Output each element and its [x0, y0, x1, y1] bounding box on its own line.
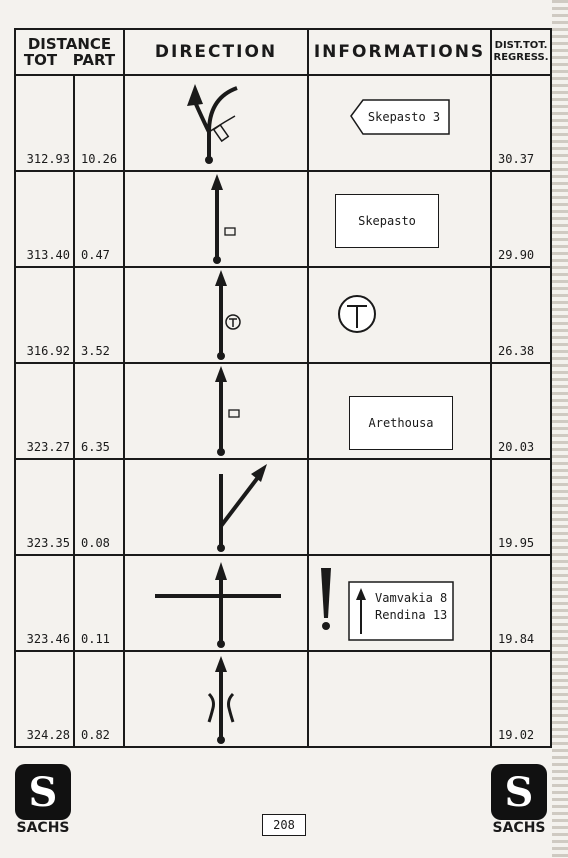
sachs-logo-left: [12, 764, 74, 846]
direction-cell: [124, 459, 308, 555]
info-sign-text: Skepasto: [335, 194, 439, 248]
logo-letter: S: [504, 768, 534, 816]
bridge-straight-icon: [125, 652, 309, 746]
roadbook-table: [14, 28, 552, 748]
dist-part: 0.47: [81, 248, 110, 262]
table-row: [15, 267, 551, 363]
straight-arrow-icon: [125, 268, 309, 362]
dist-tot: 316.92: [26, 344, 70, 358]
dist-part: 3.52: [81, 344, 110, 358]
dist-part: 0.82: [81, 728, 110, 742]
dist-tot: 324.28: [26, 728, 70, 742]
sachs-badge-icon: [491, 764, 547, 820]
header-tot: TOT: [23, 51, 58, 69]
binding-spiral: [552, 0, 568, 858]
table-row: [15, 555, 551, 651]
header-direction: DIRECTION: [124, 29, 308, 75]
table-row: [15, 651, 551, 747]
sachs-badge-icon: [15, 764, 71, 820]
header-distance: [15, 29, 124, 75]
dist-regress: 19.02: [498, 728, 535, 742]
dist-regress: 26.38: [498, 344, 535, 358]
dist-part: 10.26: [81, 152, 118, 166]
info-sign-line2: Rendina 13: [375, 608, 448, 622]
info-sign-text: [375, 590, 447, 624]
direction-cell: [124, 651, 308, 747]
header-regress-line1: DIST.TOT.: [494, 40, 548, 51]
dist-regress: 20.03: [498, 440, 535, 454]
dist-regress: 19.95: [498, 536, 535, 550]
direction-cell: [124, 171, 308, 267]
dist-regress: 30.37: [498, 152, 535, 166]
header-regress: [491, 29, 551, 75]
crossroads-straight-icon: [125, 556, 309, 650]
dist-part: 0.08: [81, 536, 110, 550]
logo-letter: S: [28, 768, 58, 816]
t-junction-sign-icon: [309, 268, 492, 362]
table-row: [15, 75, 551, 171]
direction-cell: [124, 555, 308, 651]
direction-cell: [124, 363, 308, 459]
dist-tot: 323.35: [26, 536, 70, 550]
roundabout-left-icon: [125, 76, 309, 170]
page-number: 208: [262, 814, 306, 836]
info-sign-text: Skepasto 3: [367, 110, 441, 124]
header-distance-label: DISTANCE: [27, 35, 112, 53]
info-cell: [308, 267, 491, 363]
brand-name: SACHS: [16, 820, 70, 836]
dist-tot: 312.93: [26, 152, 70, 166]
header-informations: INFORMATIONS: [308, 29, 491, 75]
table-row: [15, 363, 551, 459]
dist-tot: 313.40: [26, 248, 70, 262]
info-cell: [308, 171, 491, 267]
fork-right-arrow-icon: [125, 460, 309, 554]
info-cell: [308, 459, 491, 555]
dist-tot: 323.27: [26, 440, 70, 454]
straight-arrow-icon: [125, 172, 309, 266]
sachs-logo-right: [488, 764, 550, 846]
direction-cell: [124, 75, 308, 171]
dist-part: 0.11: [81, 632, 110, 646]
info-cell: [308, 555, 491, 651]
direction-cell: [124, 267, 308, 363]
info-cell: [308, 363, 491, 459]
dist-tot: 323.46: [26, 632, 70, 646]
table-row: [15, 459, 551, 555]
dist-part: 6.35: [81, 440, 110, 454]
header-part: PART: [72, 51, 116, 69]
brand-name: SACHS: [492, 820, 546, 836]
table-row: [15, 171, 551, 267]
roadbook-page: [14, 28, 550, 756]
info-cell: [308, 75, 491, 171]
dist-regress: 19.84: [498, 632, 535, 646]
straight-arrow-icon: [125, 364, 309, 458]
info-sign-line1: Vamvakia 8: [375, 591, 448, 605]
header-regress-line2: REGRESS.: [493, 52, 549, 63]
header-row: [15, 29, 551, 75]
info-cell: [308, 651, 491, 747]
dist-regress: 29.90: [498, 248, 535, 262]
info-sign-text: Arethousa: [349, 396, 453, 450]
